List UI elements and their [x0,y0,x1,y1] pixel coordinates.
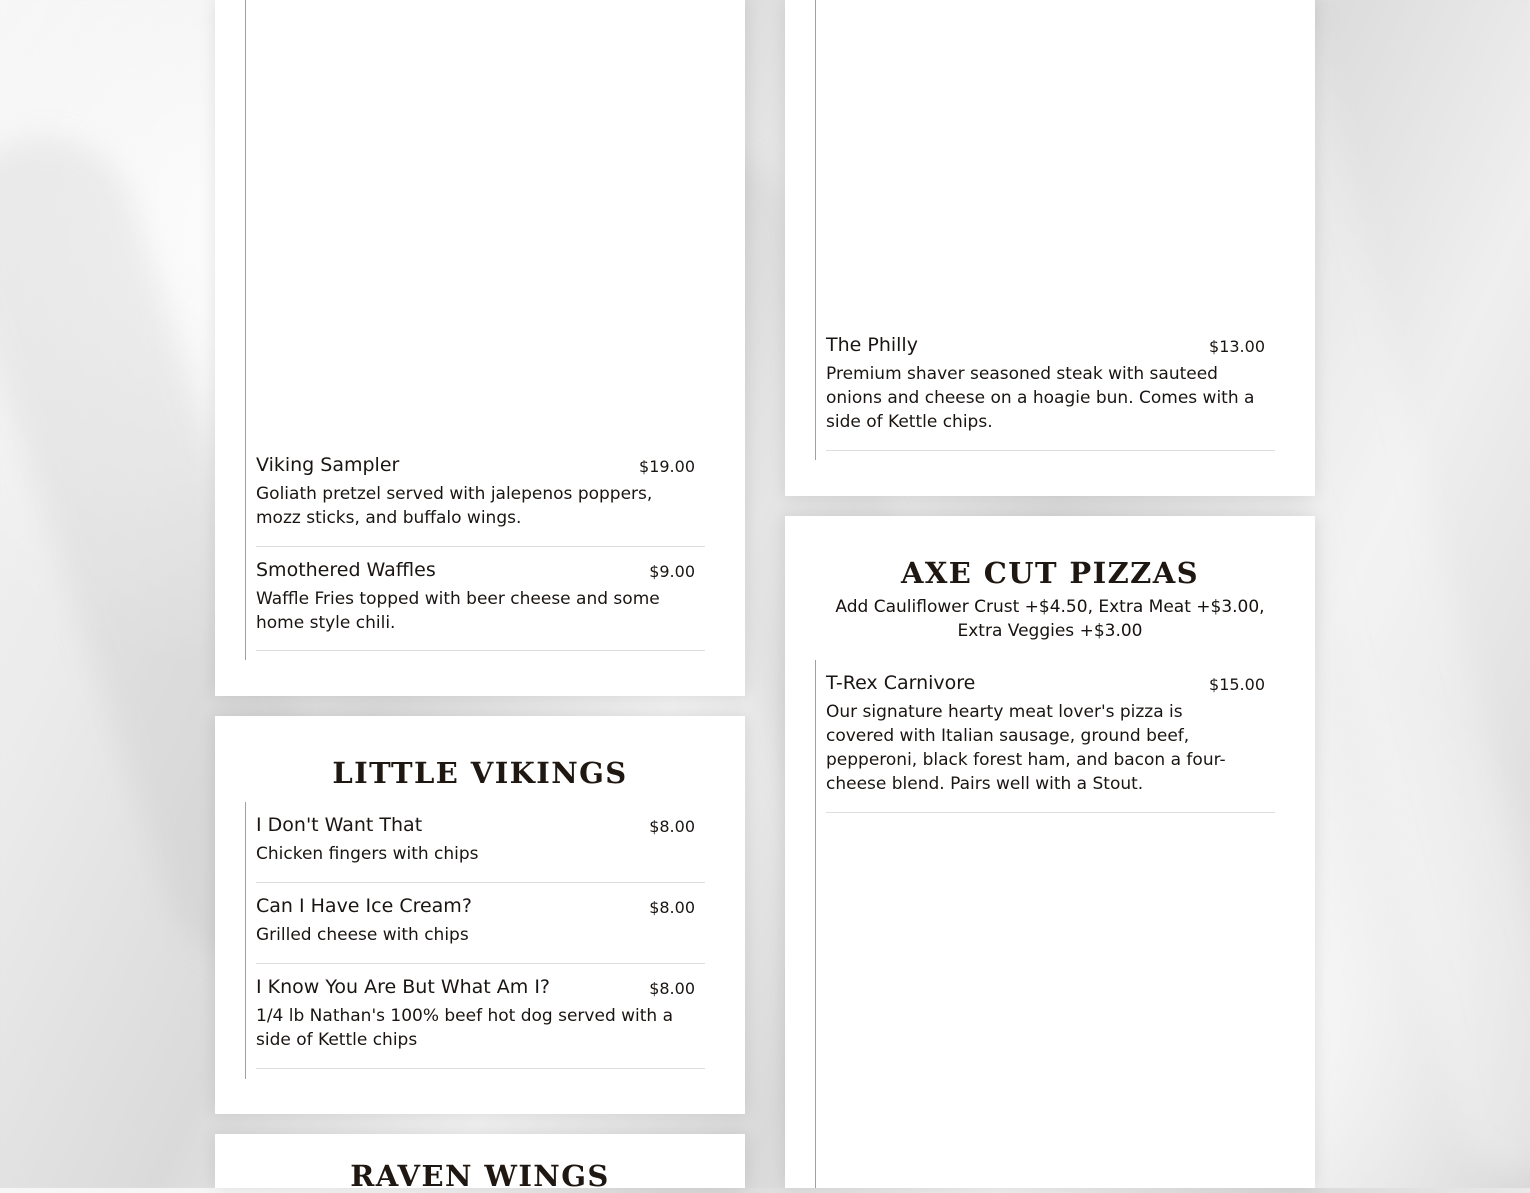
menu-item-description: Waffle Fries topped with beer cheese and some home style chili. [256,589,660,633]
menu-item-name: Viking Sampler [256,454,400,476]
axe-cut-pizzas-card [785,516,1315,1188]
menu-item-name: Smothered Waffles [256,559,436,581]
menu-item-header [256,453,705,479]
accent-line [245,0,246,660]
menu-item-price: $13.00 [1209,337,1265,356]
section-title: AXE CUT PIZZAS [900,556,1199,590]
menu-item-the-philly [826,333,1275,451]
menu-item-viking-sampler [256,453,705,547]
menu-item-header [826,671,1275,697]
sandwiches-card [785,0,1315,496]
menu-item-name: T-Rex Carnivore [826,672,976,694]
menu-item-header [826,333,1275,359]
little-vikings-card [215,716,745,1114]
menu-item-price: $15.00 [1209,675,1265,694]
menu-item-description: 1/4 lb Nathan's 100% beef hot dog served with a side of Kettle chips [256,1006,674,1050]
menu-item-price: $8.00 [649,898,695,917]
menu-item-description: Chicken fingers with chips [256,844,479,864]
raven-wings-card [215,1134,745,1193]
appetizers-card [215,0,745,696]
menu-item-name: The Philly [826,334,918,356]
menu-item-description: Premium shaver seasoned steak with sauteed onions and cheese on a hoagie bun. Comes with a side of Kettle chips. [826,364,1255,432]
menu-item-name: I Know You Are But What Am I? [256,976,551,998]
accent-line [245,802,246,1079]
menu-item-description: Grilled cheese with chips [256,925,469,945]
section-title: LITTLE VIKINGS [332,756,628,790]
menu-item-header [256,894,705,920]
menu-item-description: Our signature hearty meat lover's pizza is covered with Italian sausage, ground beef, pepperoni, black forest ham, and bacon a four-cheese blend. Pairs well with a Stout. [826,702,1226,794]
menu-item-header [256,813,705,839]
menu-item-smothered-waffles [256,558,705,651]
menu-item-can-i-have-ice-cream [256,894,705,964]
menu-item-description: Goliath pretzel served with jalepenos poppers, mozz sticks, and buffalo wings. [256,484,653,528]
menu-item-price: $19.00 [639,457,695,476]
menu-item-price: $8.00 [649,979,695,998]
menu-item-i-dont-want-that [256,813,705,883]
menu-item-price: $9.00 [649,562,695,581]
menu-item-header [256,558,705,584]
section-title: RAVEN WINGS [350,1159,610,1193]
menu-item-i-know-you-are-but-what-am-i [256,975,705,1069]
menu-item-header [256,975,705,1001]
menu-item-name: I Don't Want That [256,814,423,836]
menu-item-price: $8.00 [649,817,695,836]
accent-line [815,660,816,1188]
menu-item-name: Can I Have Ice Cream? [256,895,472,917]
accent-line [815,0,816,460]
section-note: Add Cauliflower Crust +$4.50, Extra Meat +$3.00, Extra Veggies +$3.00 [835,597,1265,641]
menu-item-t-rex-carnivore [826,671,1275,813]
